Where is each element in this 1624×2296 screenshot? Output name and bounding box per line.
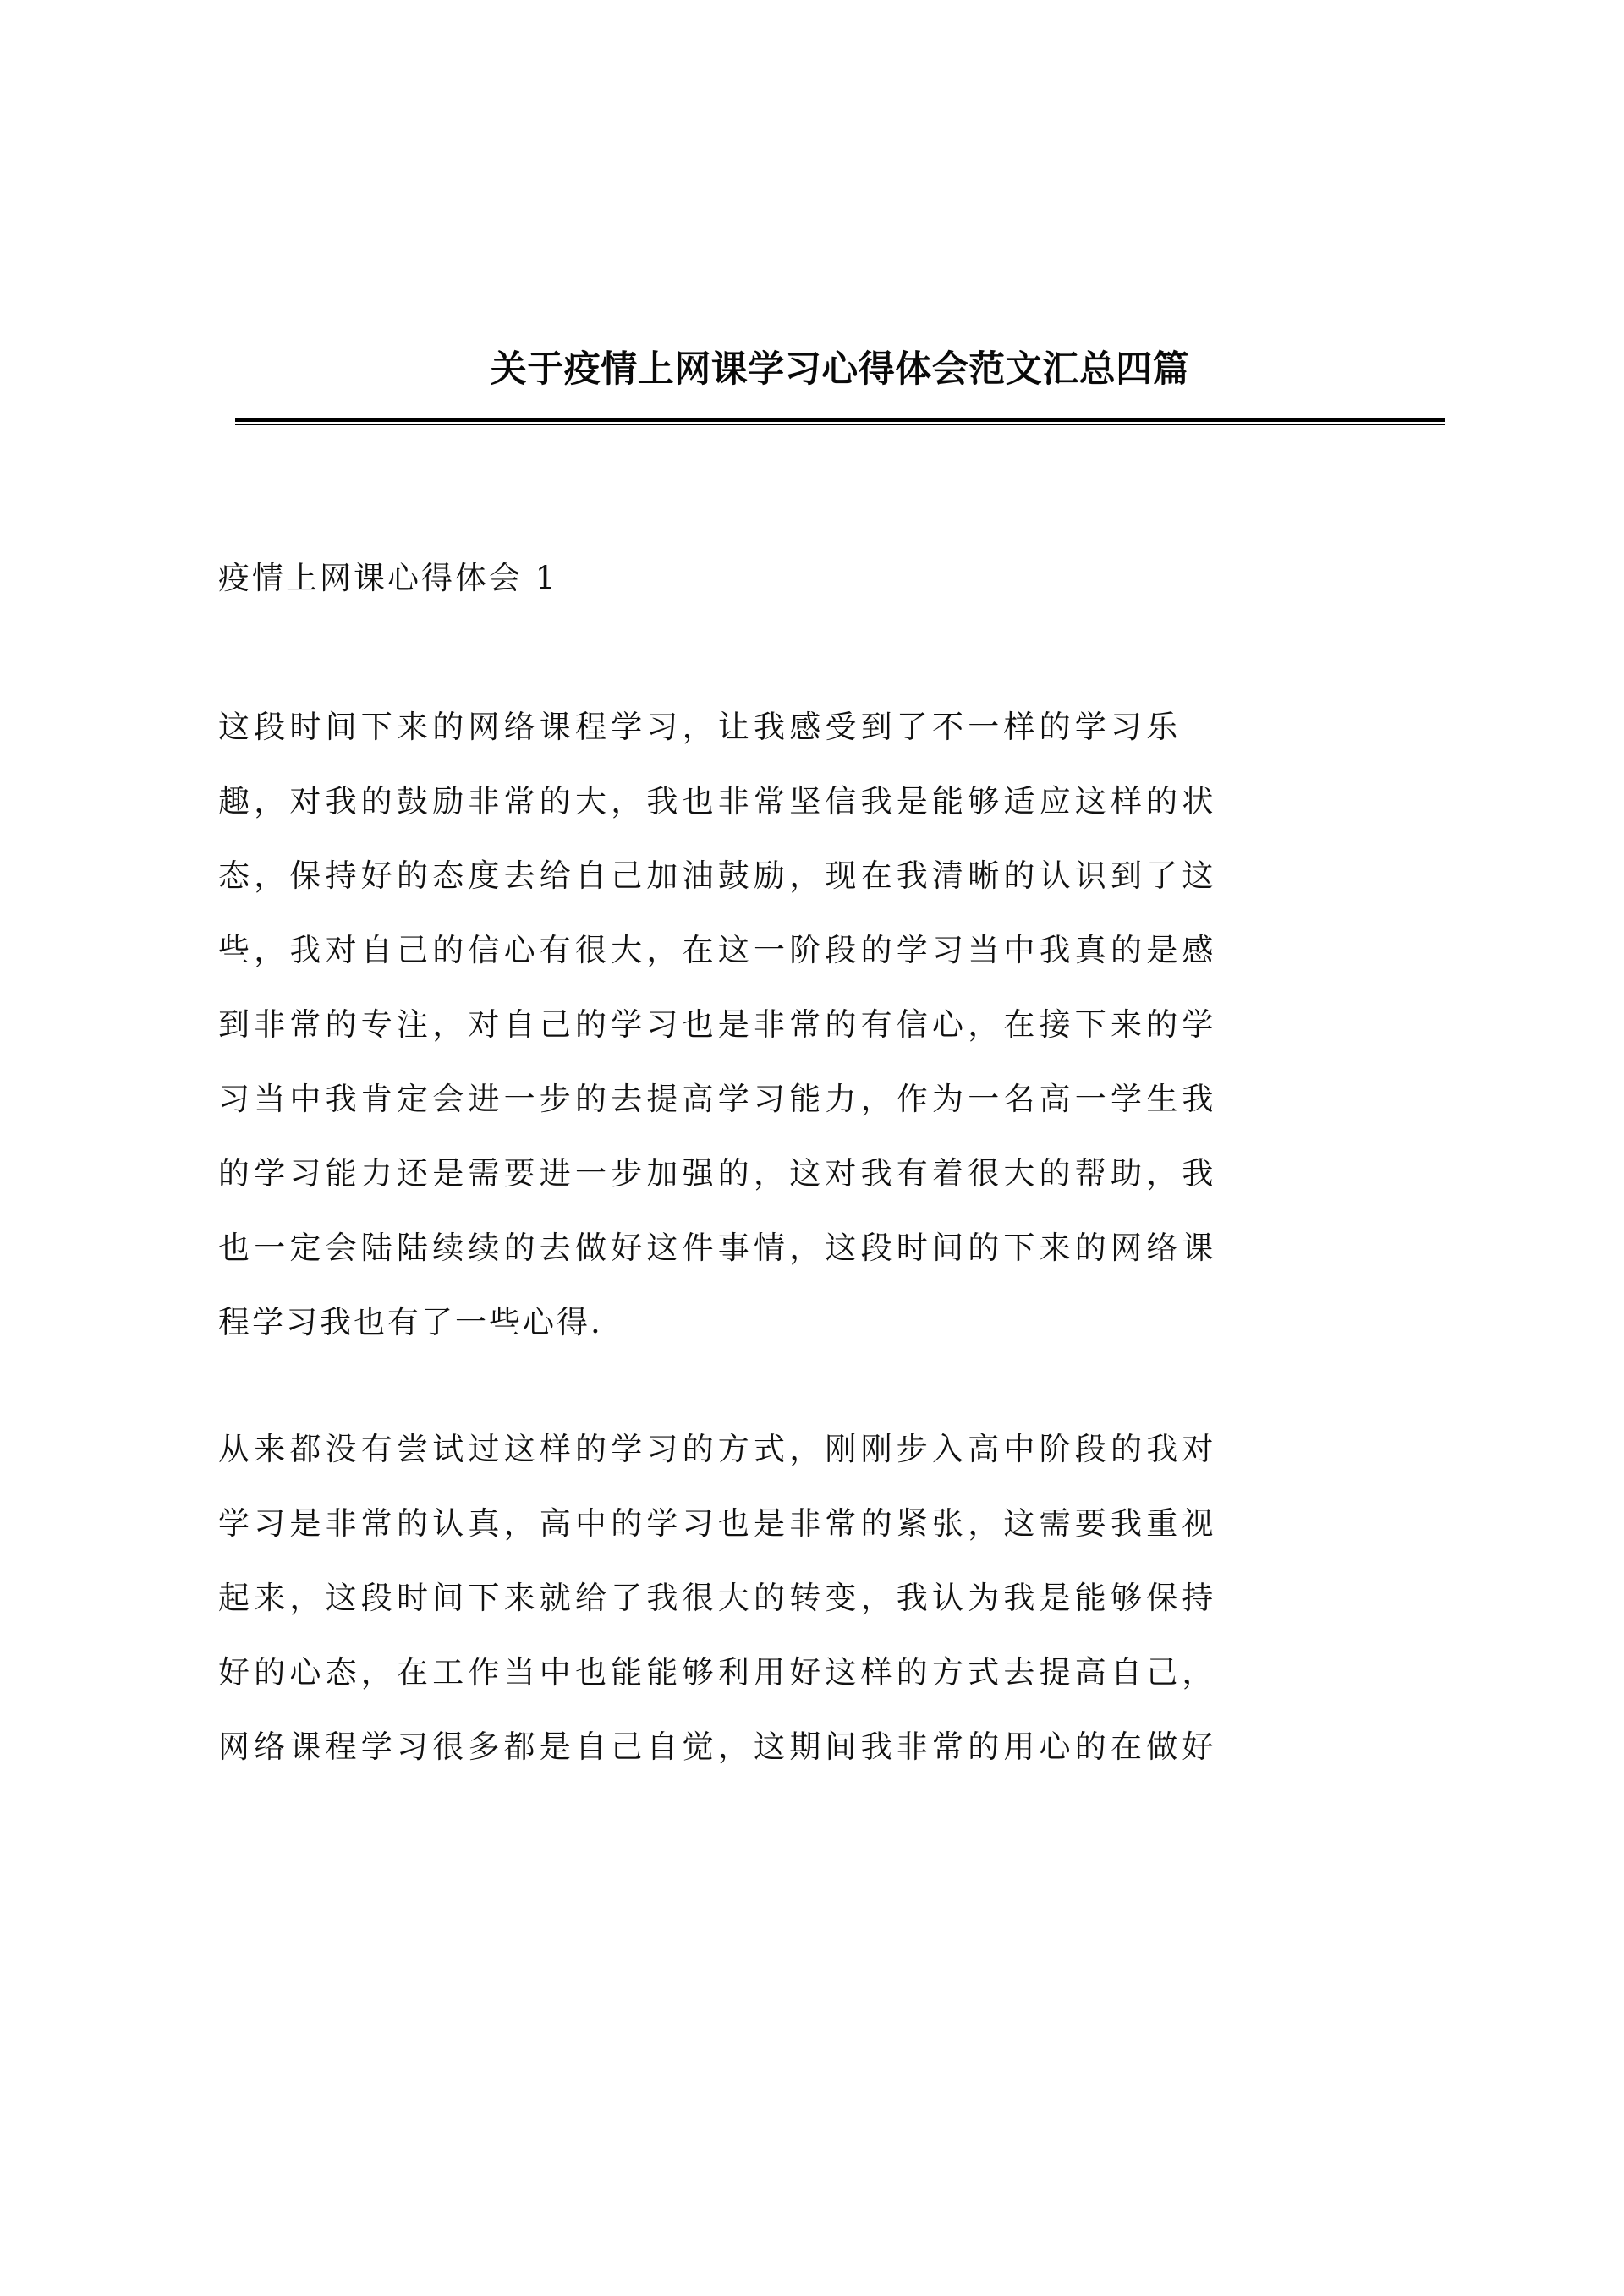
paragraph-line: 到非常的专注，对自己的学习也是非常的有信心，在接下来的学 bbox=[218, 1006, 1218, 1043]
paragraph-line: 起来，这段时间下来就给了我很大的转变，我认为我是能够保持 bbox=[218, 1580, 1218, 1616]
section-heading-1: 疫情上网课心得体会 1 bbox=[218, 560, 558, 596]
paragraph-line: 好的心态，在工作当中也能能够利用好这样的方式去提高自己， bbox=[218, 1654, 1218, 1690]
paragraph-2 bbox=[218, 1412, 1436, 1784]
spacer bbox=[218, 1360, 1436, 1412]
paragraph-line: 也一定会陆陆续续的去做好这件事情，这段时间的下来的网络课 bbox=[218, 1230, 1218, 1266]
paragraph-line: 趣，对我的鼓励非常的大，我也非常坚信我是能够适应这样的状 bbox=[218, 783, 1218, 819]
divider-thin-bar bbox=[235, 424, 1445, 425]
paragraph-line: 些，我对自己的信心有很大，在这一阶段的学习当中我真的是感 bbox=[218, 932, 1218, 968]
page-title: 关于疫情上网课学习心得体会范文汇总四篇 bbox=[490, 348, 1190, 391]
title-divider bbox=[235, 418, 1445, 425]
document-body bbox=[218, 541, 1436, 1784]
paragraph-line: 习当中我肯定会进一步的去提高学习能力，作为一名高一学生我 bbox=[218, 1081, 1218, 1117]
paragraph-line: 网络课程学习很多都是自己自觉，这期间我非常的用心的在做好 bbox=[218, 1729, 1218, 1765]
divider-thick-bar bbox=[235, 418, 1445, 422]
paragraph-line: 态，保持好的态度去给自己加油鼓励，现在我清晰的认识到了这 bbox=[218, 858, 1218, 894]
paragraph-line: 从来都没有尝试过这样的学习的方式，刚刚步入高中阶段的我对 bbox=[218, 1431, 1218, 1467]
paragraph-line: 程学习我也有了一些心得. bbox=[218, 1304, 603, 1340]
spacer bbox=[218, 616, 1436, 690]
paragraph-1 bbox=[218, 690, 1436, 1360]
paragraph-line: 学习是非常的认真，高中的学习也是非常的紧张，这需要我重视 bbox=[218, 1505, 1218, 1542]
paragraph-line: 这段时间下来的网络课程学习，让我感受到了不一样的学习乐 bbox=[218, 709, 1182, 745]
paragraph-line: 的学习能力还是需要进一步加强的，这对我有着很大的帮助，我 bbox=[218, 1155, 1218, 1192]
